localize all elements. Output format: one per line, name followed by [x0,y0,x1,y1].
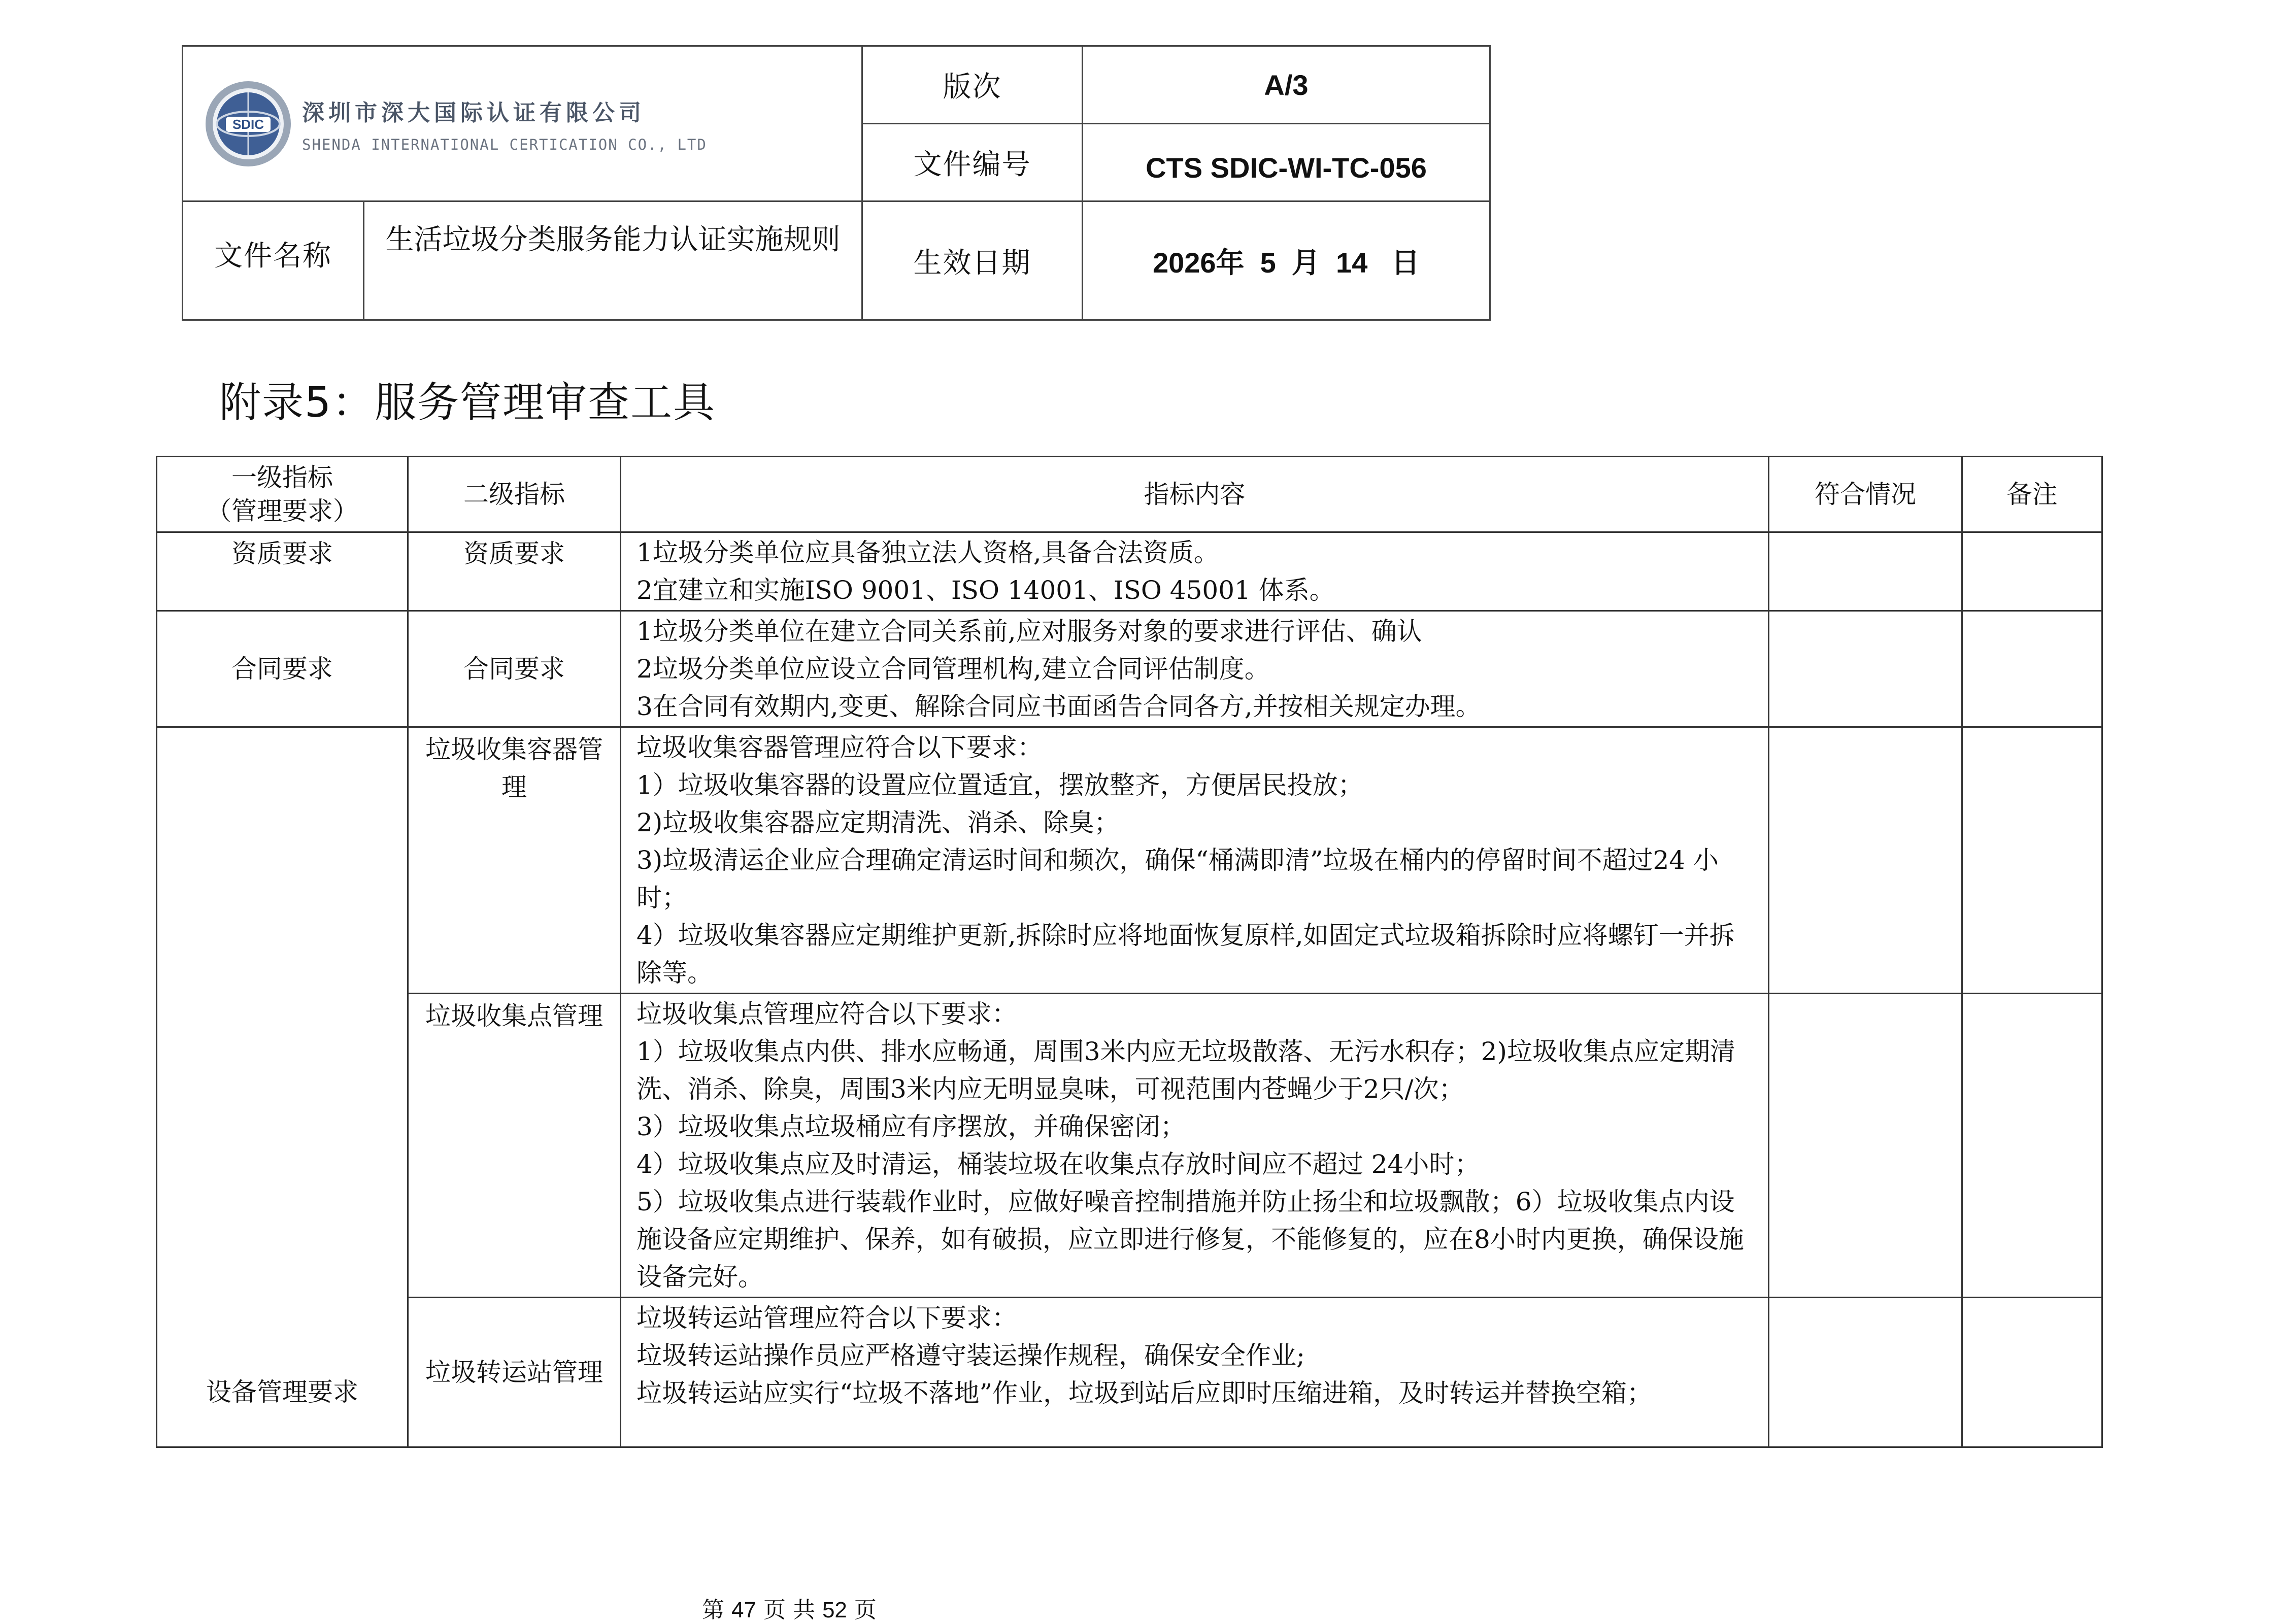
level1-cell: 合同要求 [157,611,408,727]
content-line: 垃圾转运站操作员应严格遵守装运操作规程，确保安全作业; [636,1341,1305,1370]
document-header [182,45,1489,319]
content-line: 3在合同有效期内,变更、解除合同应书面函告合同各方,并按相关规定办理。 [636,692,1481,721]
header-compliance: 符合情况 [1769,457,1962,532]
header-remark: 备注 [1962,457,2102,532]
edition-value: A/3 [1083,46,1490,124]
edition-label: 版次 [862,46,1083,124]
content-line: 垃圾收集点管理应符合以下要求： [636,999,1017,1029]
remark-cell[interactable] [1962,994,2102,1298]
content-line: 1）垃圾收集点内供、排水应畅通，周围3米内应无垃圾散落、无污水积存；2)垃圾收集点应定期清洗、消杀、除臭，周围3米内应无明显臭味，可视范围内苍蝇少于2只/次； [636,1037,1735,1104]
current-page: 47 [731,1598,756,1622]
total-pages: 52 [822,1598,847,1622]
level2-cell: 垃圾收集点管理 [408,994,621,1298]
company-seal-icon [204,79,293,168]
compliance-cell[interactable] [1769,532,1962,611]
effective-date-label: 生效日期 [862,201,1083,320]
compliance-cell[interactable] [1769,727,1962,994]
company-name-cn: 深圳市深大国际认证有限公司 [302,99,645,126]
content-cell [621,727,1769,994]
content-line: 3）垃圾收集点垃圾桶应有序摆放，并确保密闭； [636,1112,1186,1141]
header-content: 指标内容 [621,457,1769,532]
effective-date-value: 2026年 5 月 14 日 [1083,201,1490,320]
level2-cell: 垃圾收集容器管理 [408,727,621,994]
level1-cell: 设备管理要求 [157,727,408,1447]
doc-number-label: 文件编号 [862,124,1083,201]
content-line: 4）垃圾收集容器应定期维护更新,拆除时应将地面恢复原样,如固定式垃圾箱拆除时应将螺钉一并拆除等。 [636,921,1735,988]
table-row [157,994,2102,1298]
content-line: 1垃圾分类单位应具备独立法人资格,具备合法资质。 [636,538,1219,567]
header-level2: 二级指标 [408,457,621,532]
table-header-row [157,457,2102,532]
content-line: 2宜建立和实施ISO 9001、ISO 14001、ISO 45001 体系。 [636,576,1335,605]
page-number: 第 47 页 共 52 页 [702,1597,877,1623]
review-table [156,456,2101,1448]
content-line: 1垃圾分类单位在建立合同关系前,应对服务对象的要求进行评估、确认 [636,617,1422,646]
table-row [157,1298,2102,1447]
remark-cell[interactable] [1962,1298,2102,1447]
level2-cell: 垃圾转运站管理 [408,1298,621,1447]
content-line: 1）垃圾收集容器的设置应位置适宜，摆放整齐，方便居民投放； [636,770,1363,800]
content-line: 垃圾转运站应实行“垃圾不落地”作业，垃圾到站后应即时压缩进箱，及时转运并替换空箱； [636,1378,1653,1408]
level2-cell: 资质要求 [408,532,621,611]
company-name-en: SHENDA INTERNATIONAL CERTICATION CO., LTD [302,136,707,153]
doc-number-value: CTS SDIC-WI-TC-056 [1083,124,1490,201]
content-line: 3)垃圾清运企业应合理确定清运时间和频次，确保“桶满即清”垃圾在桶内的停留时间不超过24 小时； [636,845,1719,912]
company-logo-cell [183,46,862,201]
content-line: 垃圾收集容器管理应符合以下要求： [636,733,1043,762]
content-cell [621,1298,1769,1447]
file-name-label: 文件名称 [183,201,364,320]
content-line: 5）垃圾收集点进行装载作业时，应做好噪音控制措施并防止扬尘和垃圾飘散；6）垃圾收集点内设施设备应定期维护、保养，如有破损，应立即进行修复，不能修复的，应在8小时内更换，确保设施设备完好。 [636,1187,1744,1292]
level1-cell: 资质要求 [157,532,408,611]
content-cell [621,994,1769,1298]
content-line: 垃圾转运站管理应符合以下要求： [636,1303,1017,1333]
file-name-value: 生活垃圾分类服务能力认证实施规则 [364,201,862,320]
appendix-title: 附录5：服务管理审查工具 [219,379,716,427]
content-line: 2)垃圾收集容器应定期清洗、消杀、除臭； [636,808,1120,837]
content-line: 2垃圾分类单位应设立合同管理机构,建立合同评估制度。 [636,654,1270,684]
level2-cell: 合同要求 [408,611,621,727]
compliance-cell[interactable] [1769,611,1962,727]
svg-text:SDIC: SDIC [232,116,264,132]
table-row [157,611,2102,727]
remark-cell[interactable] [1962,727,2102,994]
compliance-cell[interactable] [1769,1298,1962,1447]
content-line: 4）垃圾收集点应及时清运，桶装垃圾在收集点存放时间应不超过 24小时； [636,1149,1480,1179]
header-level1: 一级指标 （管理要求） [157,457,408,532]
remark-cell[interactable] [1962,611,2102,727]
table-row [157,727,2102,994]
table-row [157,532,2102,611]
content-cell [621,611,1769,727]
compliance-cell[interactable] [1769,994,1962,1298]
remark-cell[interactable] [1962,532,2102,611]
content-cell [621,532,1769,611]
